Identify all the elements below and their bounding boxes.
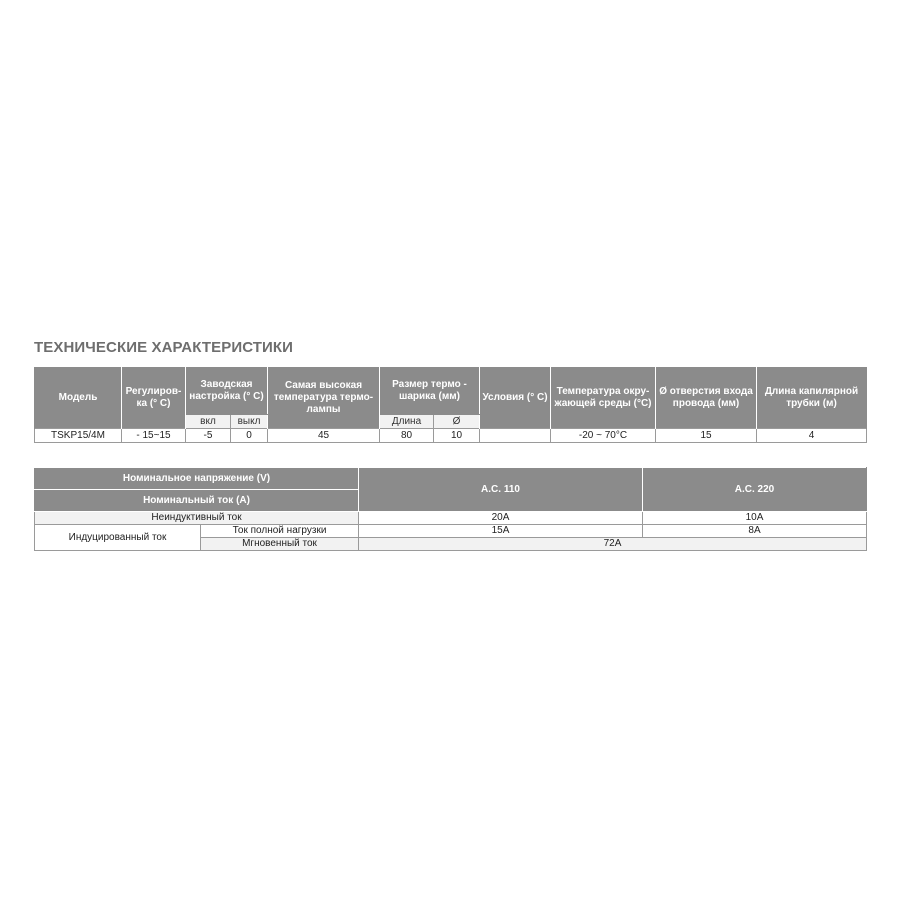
header-factory-setting: Заводская настройка (° С): [186, 368, 268, 415]
full-load-110: 15А: [359, 525, 643, 538]
current-label: Номинальный ток (А): [35, 490, 359, 512]
header-bulb-size: Размер термо - шарика (мм): [380, 368, 480, 415]
spec-header-row: [35, 368, 867, 415]
inductive-label: Индуцированный ток: [35, 525, 201, 551]
section-title: ТЕХНИЧЕСКИЕ ХАРАКТЕРИСТИКИ: [34, 339, 294, 356]
header-conditions: Условия (° С): [480, 368, 551, 429]
header-off: выкл: [231, 415, 268, 429]
full-load-220: 8А: [643, 525, 867, 538]
header-diameter: Ø: [434, 415, 480, 429]
cell-max-bulb-temp: 45: [268, 429, 380, 443]
cell-on: -5: [186, 429, 231, 443]
electrical-table: [34, 467, 867, 551]
non-inductive-220: 10А: [643, 512, 867, 525]
cell-ambient-temp: -20 ~ 70°С: [551, 429, 656, 443]
cell-capillary-length: 4: [757, 429, 867, 443]
cell-off: 0: [231, 429, 268, 443]
non-inductive-110: 20А: [359, 512, 643, 525]
cell-length: 80: [380, 429, 434, 443]
table-row: [35, 512, 867, 525]
header-wire-hole: Ø отверстия входа провода (мм): [656, 368, 757, 429]
instant-value: 72А: [359, 538, 867, 551]
cell-diameter: 10: [434, 429, 480, 443]
spec-table: [34, 367, 867, 443]
cell-conditions: [480, 429, 551, 443]
cell-regulation: - 15~15: [122, 429, 186, 443]
header-regulation: Регулиров-ка (° С): [122, 368, 186, 429]
cell-wire-hole: 15: [656, 429, 757, 443]
cell-model: TSKP15/4M: [35, 429, 122, 443]
table-row: [35, 429, 867, 443]
non-inductive-label: Неиндуктивный ток: [35, 512, 359, 525]
header-ambient-temp: Температура окру-жающей среды (°С): [551, 368, 656, 429]
header-on: вкл: [186, 415, 231, 429]
header-max-bulb-temp: Самая высокая температура термо-лампы: [268, 368, 380, 429]
table-row: [35, 525, 867, 538]
header-capillary-length: Длина капилярной трубки (м): [757, 368, 867, 429]
ac110-header: A.C. 110: [359, 468, 643, 512]
header-model: Модель: [35, 368, 122, 429]
voltage-label: Номинальное напряжение (V): [35, 468, 359, 490]
full-load-label: Ток полной нагрузки: [201, 525, 359, 538]
header-length: Длина: [380, 415, 434, 429]
voltage-header-row: [35, 468, 867, 490]
instant-label: Мгновенный ток: [201, 538, 359, 551]
ac220-header: A.C. 220: [643, 468, 867, 512]
